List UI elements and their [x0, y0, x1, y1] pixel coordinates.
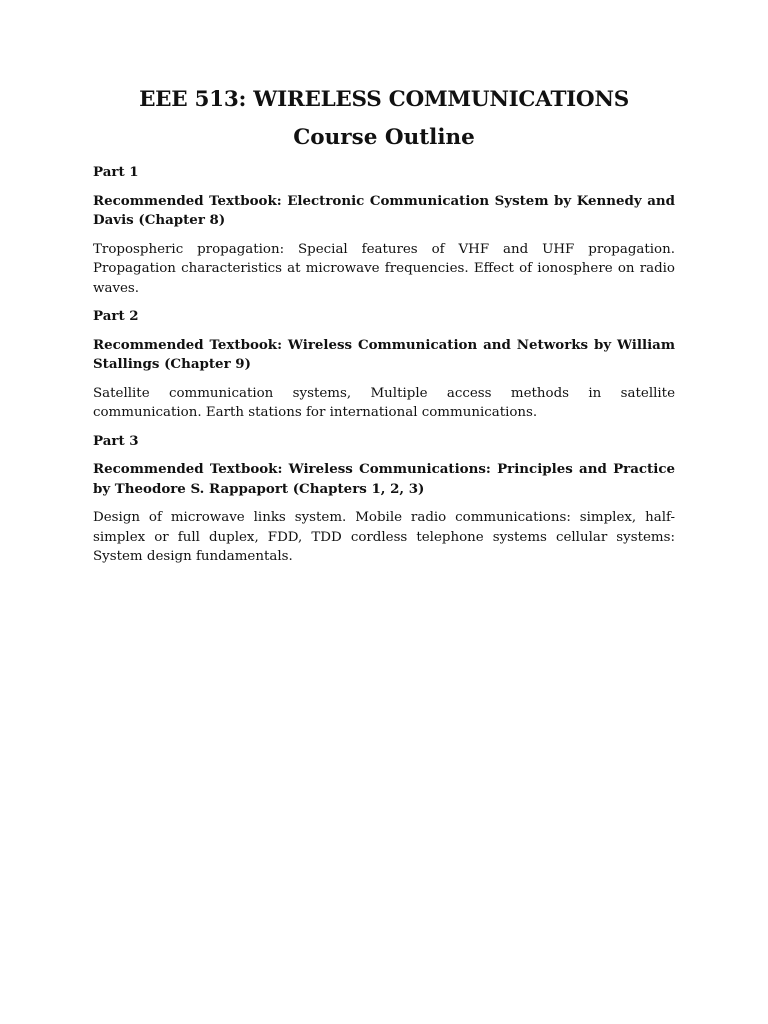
- part-1-heading: Part 1: [93, 164, 139, 180]
- part-2-textbook: Recommended Textbook: Wireless Communication and Networks by William Stallings (Chapter 9): [93, 336, 675, 372]
- part-2-description: Satellite communication systems, Multiple access methods in satellite communication. Earth stations for international communications.: [93, 385, 675, 420]
- part-3-textbook: Recommended Textbook: Wireless Communications: Principles and Practice by Theodore S. Rappaport (Chapters 1, 2, 3): [93, 461, 675, 497]
- course-outline-heading: Course Outline: [293, 125, 475, 150]
- part-3-section: [93, 432, 675, 567]
- part-1-textbook: Recommended Textbook: Electronic Communication System by Kennedy and Davis (Chapter 8): [93, 192, 675, 228]
- part-1-description: Tropospheric propagation: Special features of VHF and UHF propagation. Propagation characteristics at microwave frequencies. Effect of ionosphere on radio waves.: [93, 241, 675, 296]
- part-2-section: [93, 307, 675, 423]
- part-1-section: [93, 163, 675, 298]
- document-page: [93, 86, 675, 576]
- part-3-description: Design of microwave links system. Mobile radio communications: simplex, half-simplex or full duplex, FDD, TDD cordless telephone systems cellular systems: System design fundamentals.: [93, 510, 675, 564]
- part-2-heading: Part 2: [93, 308, 139, 324]
- part-3-heading: Part 3: [93, 432, 139, 449]
- course-title: EEE 513: WIRELESS COMMUNICATIONS: [139, 87, 629, 112]
